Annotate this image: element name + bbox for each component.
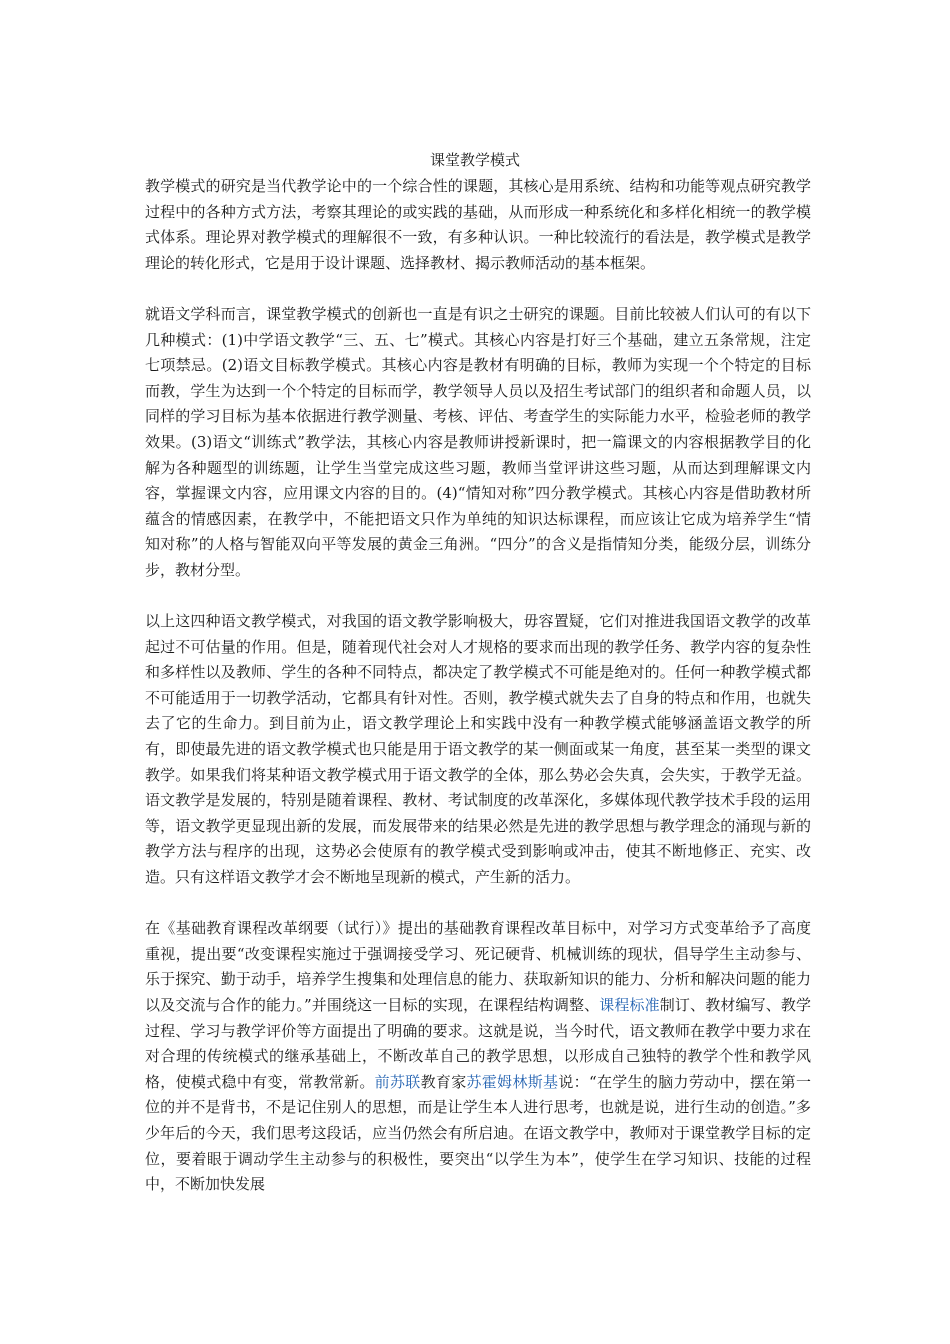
link-sukhomlinsky[interactable]: 苏霍姆林斯基: [466, 1072, 559, 1091]
paragraph-models: 就语文学科而言，课堂教学模式的创新也一直是有识之士研究的课题。目前比较被人们认可的有以下几种模式：(1)中学语文教学“三、五、七”模式。其核心内容是打好三个基础，建立五条常规，注定七项禁忌。(2)语文目标教学模式。其核心内容是教材有明确的目标，教师为实现一个个特定的目标而教，学生为达到一个个特定的目标而学，教学领导人员以及招生考试部门的组织者和命题人员，以同样的学习目标为基本依据进行教学测量、考核、评估、考查学生的实际能力水平，检验老师的教学效果。(3)语文“训练式”教学法，其核心内容是教师讲授新课时，把一篇课文的内容根据教学目的化解为各种题型的训练题，让学生当堂完成这些习题，教师当堂评讲这些习题，从而达到理解课文内容，掌握课文内容，应用课文内容的目的。(4)“情知对称”四分教学模式。其核心内容是借助教材所蕴含的情感因素，在教学中，不能把语文只作为单纯的知识达标课程，而应该让它成为培养学生“情知对称”的人格与智能双向平等发展的黄金三角洲。“四分”的含义是指情知分类，能级分层，训练分步，教材分型。: [145, 304, 811, 579]
paragraph-gap: [145, 891, 811, 917]
paragraph-reform-text-a: 在《基础教育课程改革纲要（试行）》提出的基础教育课程改革目标中，对学习方式变革给予了高度重视，提出要“改变课程实施过于强调接受学习、死记硬背、机械训练的现状，倡导学生主动参与、乐于探究、勤于动手，培养学生搜集和处理信息的能力、获取新知识的能力、分析和解决问题的能力以及交流与合作的能力。”并围绕这一目标的实现，在课程结构调整、: [145, 919, 811, 1014]
paragraph-gap: [145, 584, 811, 610]
paragraph-analysis: 以上这四种语文教学模式，对我国的语文教学影响极大，毋容置疑，它们对推进我国语文教学的改革起过不可估量的作用。但是，随着现代社会对人才规格的要求而出现的教学任务、教学内容的复杂性和多样性以及教师、学生的各种不同特点，都决定了教学模式不可能是绝对的。任何一种教学模式都不可能适用于一切教学活动，它都具有针对性。否则，教学模式就失去了自身的特点和作用，也就失去了它的生命力。到目前为止，语文教学理论上和实践中没有一种教学模式能够涵盖语文教学的所有，即使最先进的语文教学模式也只能是用于语文教学的某一侧面或某一角度，甚至某一类型的课文教学。如果我们将某种语文教学模式用于语文教学的全体，那么势必会失真，会失实，于教学无益。语文教学是发展的，特别是随着课程、教材、考试制度的改革深化，多媒体现代教学技术手段的运用等，语文教学更显现出新的发展，而发展带来的结果必然是先进的教学思想与教学理念的涌现与新的教学方法与程序的出现，这势必会使原有的教学模式受到影响或冲击，使其不断地修正、充实、改造。只有这样语文教学才会不断地呈现新的模式，产生新的活力。: [145, 612, 811, 887]
paragraph-reform-text-c: 教育家: [420, 1072, 467, 1091]
paragraph-reform: [145, 916, 811, 1198]
link-former-soviet-union[interactable]: 前苏联: [374, 1072, 421, 1091]
paragraph-reform-text-b: 制订、教材编写、教学过程、学习与教学评价等方面提出了明确的要求。这就是说，当今时代，语文教师在教学中要力求在对合理的传统模式的继承基础上，不断改革自己的教学思想，以形成自己独特的教学个性和教学风格，使模式稳中有变，常教常新。: [145, 996, 811, 1091]
link-curriculum-standard[interactable]: 课程标准: [599, 996, 660, 1014]
paragraph-gap: [145, 276, 811, 302]
paragraph-reform-text-d: 说：“在学生的脑力劳动中，摆在第一位的并不是背书，不是记住别人的思想，而是让学生本人进行思考，也就是说，进行生动的创造。”多少年后的今天，我们思考这段话，应当仍然会有所启迪。在语文教学中，教师对于课堂教学目标的定位，要着眼于调动学生主动参与的积极性，要突出“以学生为本”，使学生在学习知识、技能的过程中，不断加快发展: [145, 1072, 811, 1194]
paragraph-intro: 教学模式的研究是当代教学论中的一个综合性的课题，其核心是用系统、结构和功能等观点研究教学过程中的各种方式方法，考察其理论的或实践的基础，从而形成一种系统化和多样化相统一的教学模式体系。理论界对教学模式的理解很不一致，有多种认识。一种比较流行的看法是，教学模式是教学理论的转化形式，它是用于设计课题、选择教材、揭示教师活动的基本框架。: [145, 177, 811, 272]
document-body: [145, 174, 811, 1198]
document-title: 课堂教学模式: [429, 151, 520, 169]
